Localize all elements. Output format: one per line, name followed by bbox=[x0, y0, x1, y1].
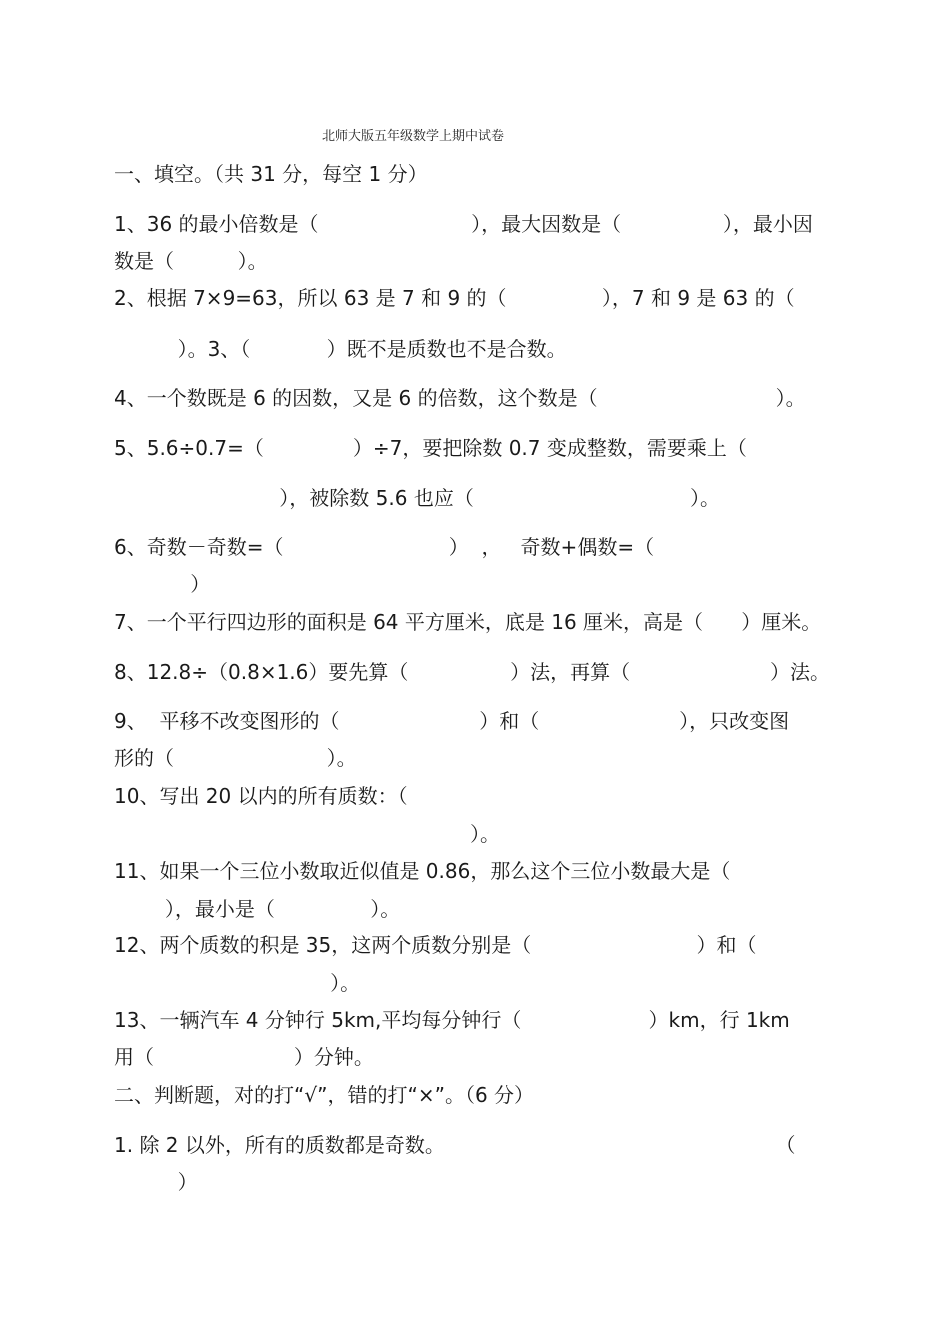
question-line: ）。 bbox=[114, 822, 501, 846]
question-line: 12、两个质数的积是 35，这两个质数分别是（ ）和（ bbox=[114, 933, 757, 957]
section-heading-true-false: 二、判断题，对的打“√”，错的打“×”。（6 分） bbox=[114, 1083, 535, 1107]
question-line: 形的（ ）。 bbox=[114, 746, 357, 770]
question-line: ）。3、（ ）既不是质数也不是合数。 bbox=[114, 337, 567, 361]
question-line: 数是（ ）。 bbox=[114, 249, 268, 273]
question-line: 10、写出 20 以内的所有质数：（ bbox=[114, 784, 408, 808]
question-line: ） bbox=[114, 572, 211, 596]
question-line: 9、 平移不改变图形的（ ）和（ ），只改变图 bbox=[114, 709, 790, 733]
question-line: 1. 除 2 以外，所有的质数都是奇数。 （ bbox=[114, 1133, 796, 1157]
question-line: ）。 bbox=[114, 971, 361, 995]
question-line: 11、如果一个三位小数取近似值是 0.86，那么这个三位小数最大是（ bbox=[114, 859, 731, 883]
question-line: 6、奇数－奇数=（ ） ， 奇数+偶数=（ bbox=[114, 535, 655, 559]
question-line: 2、根据 7×9=63，所以 63 是 7 和 9 的（ ），7 和 9 是 63 的（ bbox=[114, 286, 795, 310]
section-heading-fill-in: 一、填空。（共 31 分，每空 1 分） bbox=[114, 162, 428, 186]
question-line: 1、36 的最小倍数是（ ），最大因数是（ ），最小因 bbox=[114, 212, 813, 236]
question-line: ） bbox=[114, 1170, 198, 1194]
question-line: ），最小是（ ）。 bbox=[114, 897, 401, 921]
page-title: 北师大版五年级数学上期中试卷 bbox=[322, 129, 505, 144]
question-line: 4、一个数既是 6 的因数，又是 6 的倍数，这个数是（ ）。 bbox=[114, 386, 806, 410]
question-line: 8、12.8÷（0.8×1.6）要先算（ ）法，再算（ ）法。 bbox=[114, 660, 830, 684]
question-line: 13、一辆汽车 4 分钟行 5km,平均每分钟行（ ）km，行 1km bbox=[114, 1008, 790, 1032]
question-line: 用（ ）分钟。 bbox=[114, 1045, 374, 1069]
question-line: ），被除数 5.6 也应（ ）。 bbox=[114, 486, 720, 510]
question-line: 5、5.6÷0.7=（ ）÷7，要把除数 0.7 变成整数，需要乘上（ bbox=[114, 436, 747, 460]
question-line: 7、一个平行四边形的面积是 64 平方厘米，底是 16 厘米，高是（ ）厘米。 bbox=[114, 610, 822, 634]
